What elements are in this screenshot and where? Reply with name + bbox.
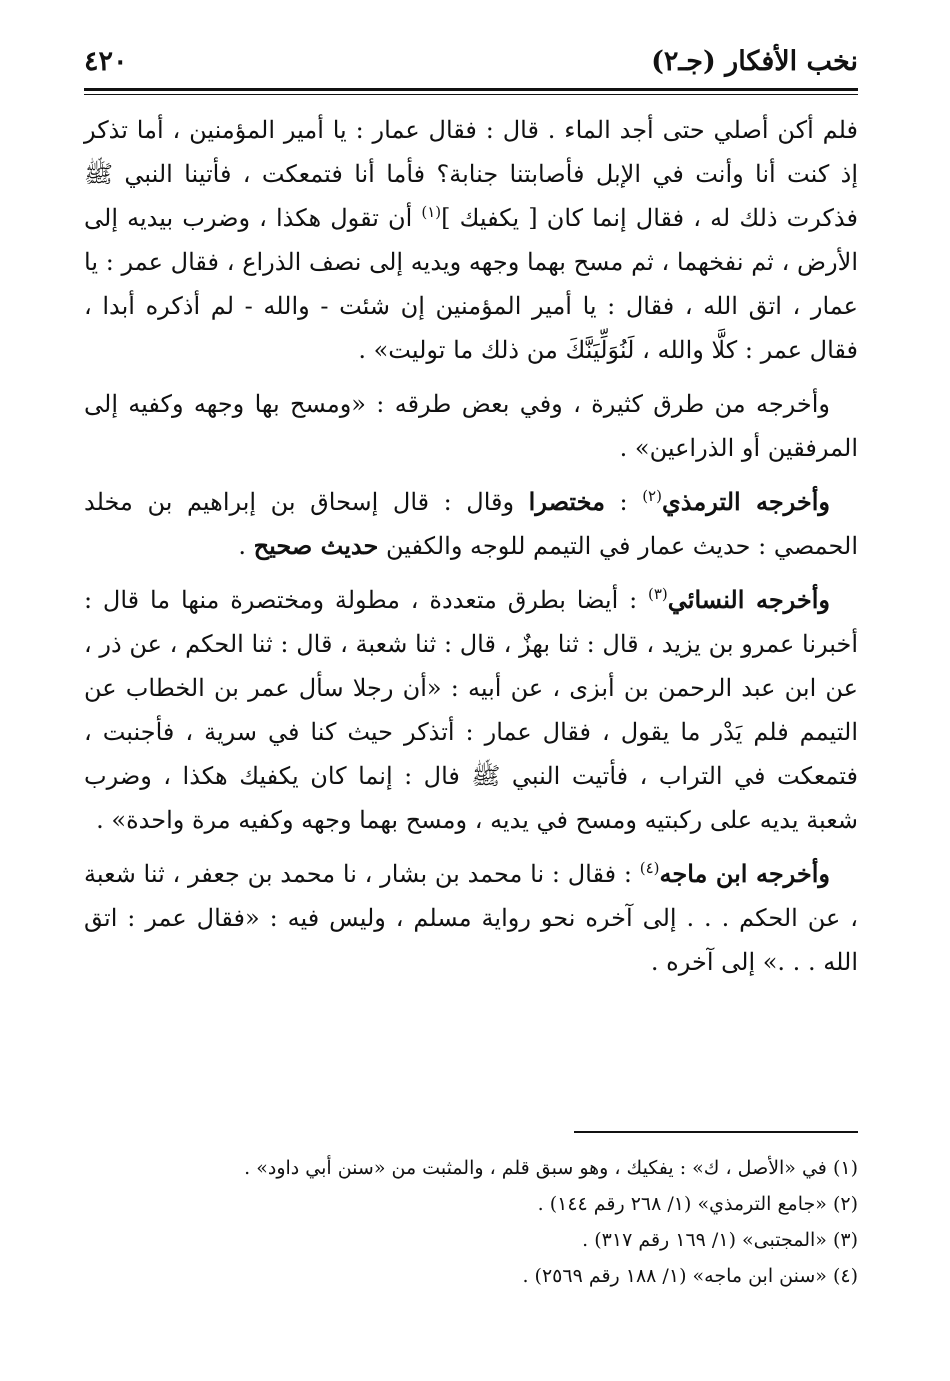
footnote-text: «المجتبى» (١/ ١٦٩ رقم ٣١٧) . — [582, 1229, 833, 1251]
paragraph-text: : أيضا بطرق متعددة ، مطولة ومختصرة منها ما قال : أخبرنا عمرو بن يزيد ، قال : ثنا بهزٌ ، قال : ثنا شعبة ، قال : ثنا الحكم ، عن ذر ، عن ابن عبد الرحمن بن أبزى ، عن أبيه : «أن رجلا سأل عمر بن الخطاب عن التيمم فلم يَدْر ما يقول ، فقال عمار : أتذكر حيث كنا في سرية ، فأجنبت ، فتمعكت في التراب ، فأتيت النبي ﷺ فال : إنما كان يكفيك هكذا ، وضرب شعبة يديه على ركبتيه ومسح في يديه ، ومسح بهما وجهه وكفيه مرة واحدة» . — [84, 586, 858, 834]
paragraph-ibn-majah — [84, 852, 858, 984]
source-name-tirmidhi: وأخرجه الترمذي — [661, 487, 830, 516]
footnote-separator — [574, 1131, 858, 1133]
emphasis-mukhtasaran: مختصرا — [528, 487, 605, 516]
paragraph-text: وأخرجه من طرق كثيرة ، وفي بعض طرقه : «ومسح بها وجهه وكفيه إلى المرفقين أو الذراعين» . — [84, 390, 858, 462]
footnote-ref-1: (١) — [421, 203, 442, 221]
header-rule-thick — [84, 88, 858, 91]
footnote-2 — [84, 1186, 858, 1222]
source-name-ibn-majah: وأخرجه ابن ماجه — [659, 859, 830, 888]
footnote-1 — [84, 1150, 858, 1186]
running-title: نخب الأفكار (جـ٢) — [651, 46, 858, 77]
footnote-marker: (١) — [832, 1157, 858, 1179]
footnote-marker: (٣) — [832, 1229, 858, 1251]
page-number: ٤٢٠ — [84, 46, 128, 77]
paragraph-nasai — [84, 578, 858, 842]
paragraph-turuq — [84, 382, 858, 470]
header-rule-thin — [84, 94, 858, 95]
paragraph-text: : — [604, 488, 643, 516]
footnote-text: «سنن ابن ماجه» (١/ ١٨٨ رقم ٢٥٦٩) . — [522, 1265, 833, 1287]
footnotes — [84, 1150, 858, 1294]
footnote-marker: (٤) — [832, 1265, 858, 1287]
main-text — [84, 108, 858, 984]
footnote-4 — [84, 1258, 858, 1294]
paragraph-hadith — [84, 108, 858, 372]
footnote-marker: (٢) — [832, 1193, 858, 1215]
paragraph-text: فلم أكن أصلي حتى أجد الماء . قال : فقال عمار : يا أمير المؤمنين ، أما تذكر إذ كنت أنا وأنت في الإبل فأصابتنا جنابة؟ فأما أنا فتمعكت ، فأتينا النبي ﷺ فذكرت ذلك له ، فقال إنما كان [ يكفيك ] — [84, 116, 858, 232]
footnote-ref-4: (٤) — [639, 859, 660, 877]
footnote-3 — [84, 1222, 858, 1258]
footnote-ref-2: (٢) — [642, 487, 662, 505]
running-header — [84, 42, 858, 92]
paragraph-text: . — [238, 532, 254, 560]
source-name-nasai: وأخرجه النسائي — [667, 585, 830, 614]
paragraph-tirmidhi — [84, 480, 858, 568]
paragraph-text: : فقال : نا محمد بن بشار ، نا محمد بن جعفر ، ثنا شعبة ، عن الحكم . . . إلى آخره نحو رواية مسلم ، وليس فيه : «فقال عمر : اتق الله . . .» إلى آخره . — [84, 860, 858, 976]
footnote-text: «جامع الترمذي» (١/ ٢٦٨ رقم ١٤٤) . — [537, 1193, 833, 1215]
emphasis-hadith-sahih: حديث صحيح — [253, 531, 379, 560]
paragraph-text: أن تقول هكذا ، وضرب بيديه إلى الأرض ، ثم نفخهما ، ثم مسح بهما وجهه ويديه إلى نصف الذراع ، فقال عمر : يا عمار ، اتق الله ، فقال : يا أمير المؤمنين إن شئت - والله - لم أذكره أبدا ، فقال عمر : كلَّا والله ، لَنُوَلِّيَنَّكَ من ذلك ما توليت» . — [84, 204, 858, 364]
paragraph-text: وقال : قال إسحاق بن إبراهيم بن مخلد الحمصي : حديث عمار في التيمم للوجه والكفين — [84, 488, 858, 560]
footnote-ref-3: (٣) — [648, 585, 668, 603]
footnote-text: في «الأصل ، ك» : يفكيك ، وهو سبق قلم ، والمثبت من «سنن أبي داود» . — [244, 1157, 833, 1179]
